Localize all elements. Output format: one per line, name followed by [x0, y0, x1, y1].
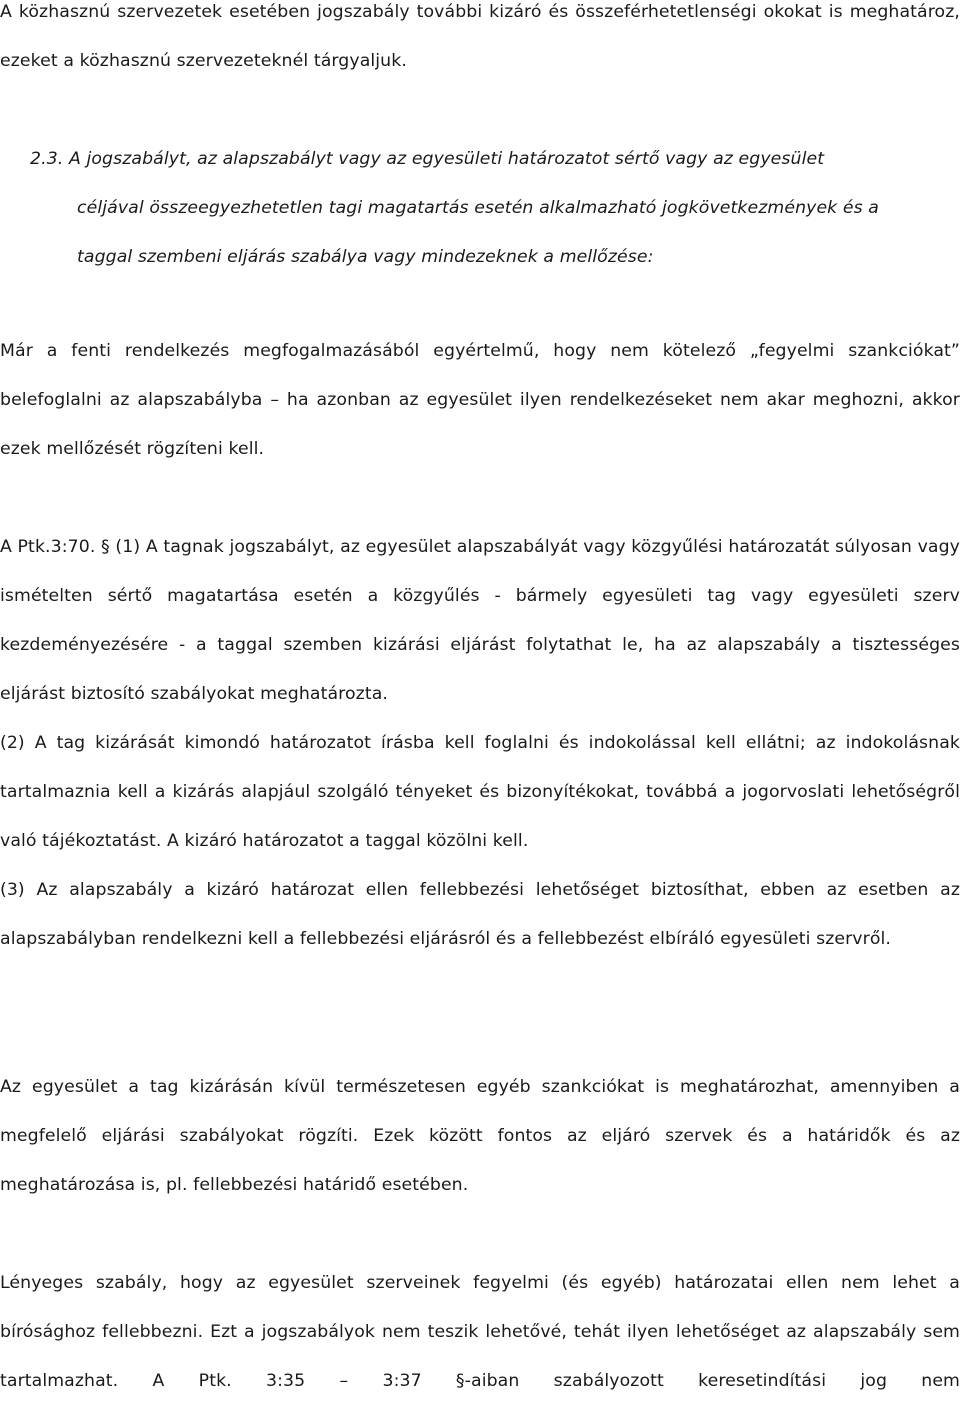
section-heading-line-1: 2.3. A jogszabályt, az alapszabályt vagy az egyesületi határozatot sértő vagy az egyesület: [30, 149, 825, 169]
egyeb-szankciok-paragraph: Az egyesület a tag kizárásán kívül természetesen egyéb szankciókat is meghatározhat, amennyiben a megfelelő eljárási szabályokat rögzíti. Ezek között fontos az eljáró szervek és a határidők és az meghatározása is, pl. fellebbezési határidő esetében.: [0, 1077, 960, 1195]
ptk-paragraph-1: A Ptk.3:70. § (1) A tagnak jogszabályt, az egyesület alapszabályát vagy közgyűlési határozatát súlyosan vagy ismételten sértő magatartása esetén a közgyűlés - bármely egyesületi tag vagy egyesületi szerv kezdeményezésére - a taggal szemben kizárási eljárást folytathat le, ha az alapszabály a tisztességes eljárást biztosító szabályokat meghatározta.: [0, 537, 960, 704]
ptk-paragraph-2: (2) A tag kizárását kimondó határozatot írásba kell foglalni és indokolással kell ellátni; az indokolásnak tartalmaznia kell a kizárás alapjául szolgáló tényeket és bizonyítékokat, továbbá a jogorvoslati lehetőségről való tájékoztatást. A kizáró határozatot a taggal közölni kell.: [0, 733, 960, 851]
intro-paragraph: A közhasznú szervezetek esetében jogszabály további kizáró és összeférhetetlenségi okokat is meghatároz, ezeket a közhasznú szervezeteknél tárgyaljuk.: [0, 2, 960, 71]
lenyeges-paragraph: Lényeges szabály, hogy az egyesület szerveinek fegyelmi (és egyéb) határozatai ellen nem lehet a bírósághoz fellebbezni. Ezt a jogszabályok nem teszik lehetővé, tehát ilyen lehetőséget az alapszabály sem tartalmazhat. A Ptk. 3:35 – 3:37 §-aiban szabályozott keresetindítási jog nem: [0, 1273, 960, 1391]
section-heading-2-3: [0, 135, 960, 282]
section-heading-line-3: taggal szembeni eljárás szabálya vagy mindezeknek a mellőzése:: [77, 247, 654, 267]
fenti-paragraph: Már a fenti rendelkezés megfogalmazásából egyértelmű, hogy nem kötelező „fegyelmi szankciókat” belefoglalni az alapszabályba – ha azonban az egyesület ilyen rendelkezéseket nem akar meghozni, akkor ezek mellőzését rögzíteni kell.: [0, 341, 960, 459]
section-heading-line-2: céljával összeegyezhetetlen tagi magatartás esetén alkalmazható jogkövetkezmények és a: [77, 198, 880, 218]
ptk-paragraph-3: (3) Az alapszabály a kizáró határozat ellen fellebbezési lehetőséget biztosíthat, ebben az esetben az alapszabályban rendelkezni kell a fellebbezési eljárásról és a fellebbezést elbíráló egyesületi szervről.: [0, 880, 960, 949]
